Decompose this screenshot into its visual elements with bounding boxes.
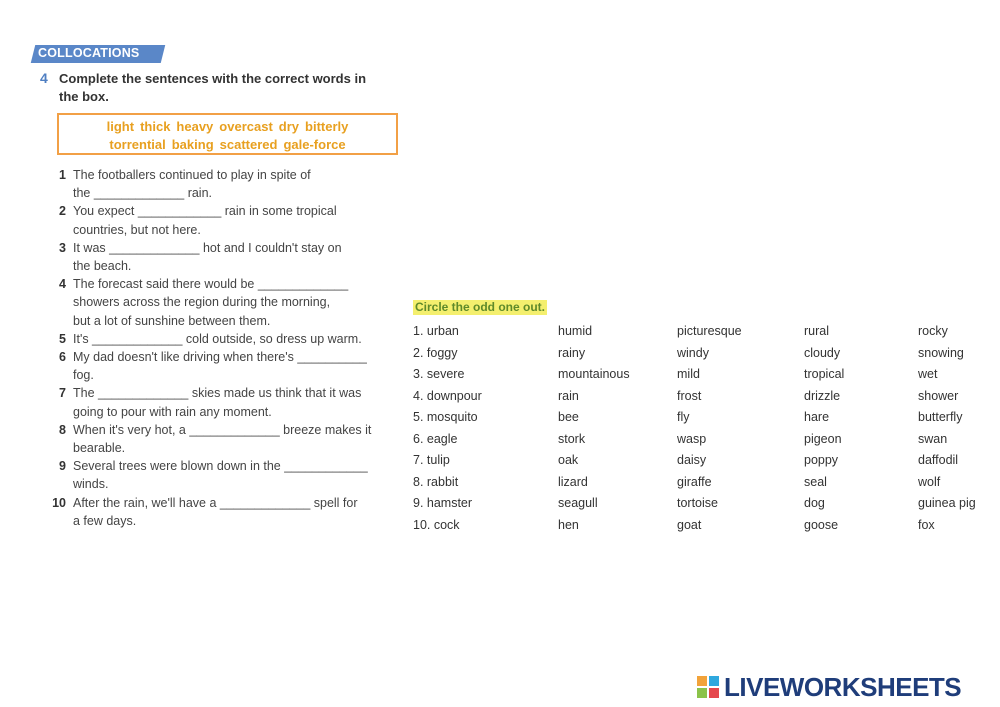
odd-one-out-word[interactable]: tortoise [677,496,718,510]
logo-square [709,688,719,698]
sentence-line: The footballers continued to play in spite of [73,168,311,182]
sentence-line: the _____________ rain. [73,186,213,201]
odd-one-out-word[interactable]: rainy [558,345,586,360]
odd-one-out-word[interactable]: daisy [677,453,707,467]
sentence-list [44,166,404,530]
odd-one-out-word[interactable]: stork [558,431,586,446]
odd-one-out-word[interactable]: 4. downpour [413,388,482,403]
sentence-line: My dad doesn't like driving when there's __________ [73,350,367,365]
odd-one-out-word[interactable]: mild [677,367,700,381]
odd-one-out-word[interactable]: seal [804,474,827,489]
liveworksheets-logo-icon [697,676,719,698]
sentence-item [44,348,404,384]
odd-one-out-word[interactable]: dog [804,496,825,510]
sentence-number: 9 [59,459,66,474]
odd-one-out-word[interactable]: 10. cock [413,517,460,532]
sentence-line: It was _____________ hot and I couldn't stay on [73,240,342,255]
odd-one-out-row [413,324,999,346]
odd-one-out-row [413,431,999,454]
odd-one-out-word[interactable]: seagull [558,496,598,510]
odd-one-out-word[interactable]: 8. rabbit [413,474,459,489]
sentence-line: When it's very hot, a _____________ breeze makes it [73,422,372,437]
sentence-line: You expect ____________ rain in some tropical [73,204,337,219]
sentence-number: 3 [59,240,66,255]
sentence-item [44,239,404,275]
odd-one-out-word[interactable]: goose [804,517,839,532]
sentence-item [44,202,404,238]
odd-one-out-word[interactable]: 2. foggy [413,345,458,360]
odd-one-out-row [413,388,999,411]
odd-one-out-word[interactable]: poppy [804,453,839,467]
sentence-line: Several trees were blown down in the ____________ [73,459,368,474]
sentence-number: 6 [59,350,66,365]
sentence-line: bearable. [73,441,126,456]
odd-one-out-word[interactable]: 6. eagle [413,431,458,446]
odd-one-out-word[interactable]: swan [918,431,948,446]
word-box-word: bitterly [305,119,349,134]
sentence-number: 7 [59,386,66,401]
odd-one-out-word[interactable]: rural [804,324,830,338]
odd-one-out-word[interactable]: snowing [918,345,964,360]
sentence-item [44,457,404,493]
sentence-line: showers across the region during the morning, [73,295,331,310]
odd-one-out-word[interactable]: lizard [558,474,588,489]
sentence-item [44,384,404,420]
odd-one-out-word[interactable]: tropical [804,367,845,381]
odd-one-out-word[interactable]: cloudy [804,345,841,360]
sentence-line: countries, but not here. [73,222,201,237]
word-box-word: heavy [176,119,214,134]
sentence-item [44,275,404,330]
sentence-number: 2 [59,204,66,219]
odd-one-out-word[interactable]: hare [804,410,830,424]
odd-one-out-row [413,474,999,497]
odd-one-out-word[interactable]: pigeon [804,431,842,446]
word-box-word: light [106,119,135,134]
sentence-item [44,166,404,202]
odd-one-out-word[interactable]: wolf [918,474,941,489]
odd-one-out-word[interactable]: butterfly [918,410,963,424]
sentence-line: going to pour with rain any moment. [73,404,272,419]
sentence-line: the beach. [73,259,132,274]
odd-one-out-word[interactable]: mountainous [558,367,630,381]
odd-one-out-word[interactable]: hen [558,517,579,532]
sentence-line: but a lot of sunshine between them. [73,313,271,328]
odd-one-out-word[interactable]: daffodil [918,453,959,467]
word-box-row-1 [59,119,396,134]
logo-square [697,676,707,686]
odd-one-out-row [413,496,999,518]
odd-one-out-word[interactable]: giraffe [677,474,712,489]
odd-one-out-title: Circle the odd one out. [415,300,546,314]
task-instruction: Complete the sentences with the correct words in the box. [59,71,367,104]
word-box [57,113,398,155]
odd-one-out-word[interactable]: 3. severe [413,367,465,381]
odd-one-out-word[interactable]: fox [918,517,935,532]
logo-square [697,688,707,698]
odd-one-out-word[interactable]: frost [677,388,702,403]
odd-one-out-word[interactable]: goat [677,517,702,532]
odd-one-out-word[interactable]: 5. mosquito [413,410,478,424]
task-number: 4 [40,70,48,86]
odd-one-out-word[interactable]: drizzle [804,388,841,403]
odd-one-out-word[interactable]: rain [558,388,579,403]
sentence-line: winds. [73,477,109,492]
odd-one-out-word[interactable]: humid [558,324,593,338]
odd-one-out-row [413,453,999,475]
word-box-word: overcast [219,119,273,134]
odd-one-out-word[interactable]: rocky [918,324,948,338]
odd-one-out-word[interactable]: oak [558,453,579,467]
odd-one-out-row [413,410,999,432]
word-box-word: gale-force [283,137,346,152]
odd-one-out-word[interactable]: fly [677,410,690,424]
odd-one-out-word[interactable]: 1. urban [413,324,459,338]
sentence-line: The _____________ skies made us think that it was [73,386,362,401]
odd-one-out-word[interactable]: 7. tulip [413,453,450,467]
word-box-word: torrential [109,137,166,152]
sentence-line: The forecast said there would be _____________ [73,277,349,292]
odd-one-out-word[interactable]: 9. hamster [413,496,473,510]
sentence-line: After the rain, we'll have a _____________ spell for [73,495,358,510]
sentence-item [44,494,404,530]
sentence-item [44,330,404,348]
sentence-line: It's _____________ cold outside, so dress up warm. [73,331,362,346]
logo-square [709,676,719,686]
word-box-word: thick [140,119,171,134]
sentence-number: 8 [59,422,66,437]
odd-one-out-word[interactable]: shower [918,388,959,403]
sentence-number: 5 [59,331,66,346]
odd-one-out-word[interactable]: wet [918,367,938,381]
odd-one-out-row [413,367,999,389]
word-box-word: baking [171,137,214,152]
sentence-line: a few days. [73,513,137,528]
sentence-line: fog. [73,368,94,383]
odd-one-out-word[interactable]: bee [558,410,579,424]
word-box-word: dry [278,119,300,134]
logo-text: LIVEWORKSHEETS [724,672,962,702]
section-banner-label: COLLOCATIONS [38,46,140,60]
odd-one-out-row [413,517,999,540]
odd-one-out-word[interactable]: guinea pig [918,496,976,510]
odd-one-out-row [413,345,999,368]
sentence-number: 10 [52,495,66,510]
liveworksheets-logo [697,672,997,702]
sentence-number: 1 [59,168,66,182]
odd-one-out-word[interactable]: wasp [677,431,707,446]
sentence-number: 4 [59,277,66,292]
word-box-row-2 [59,137,396,152]
sentence-item [44,421,404,457]
odd-one-out-word[interactable]: windy [677,345,709,360]
word-box-word: scattered [219,137,278,152]
odd-one-out-word[interactable]: picturesque [677,324,742,338]
